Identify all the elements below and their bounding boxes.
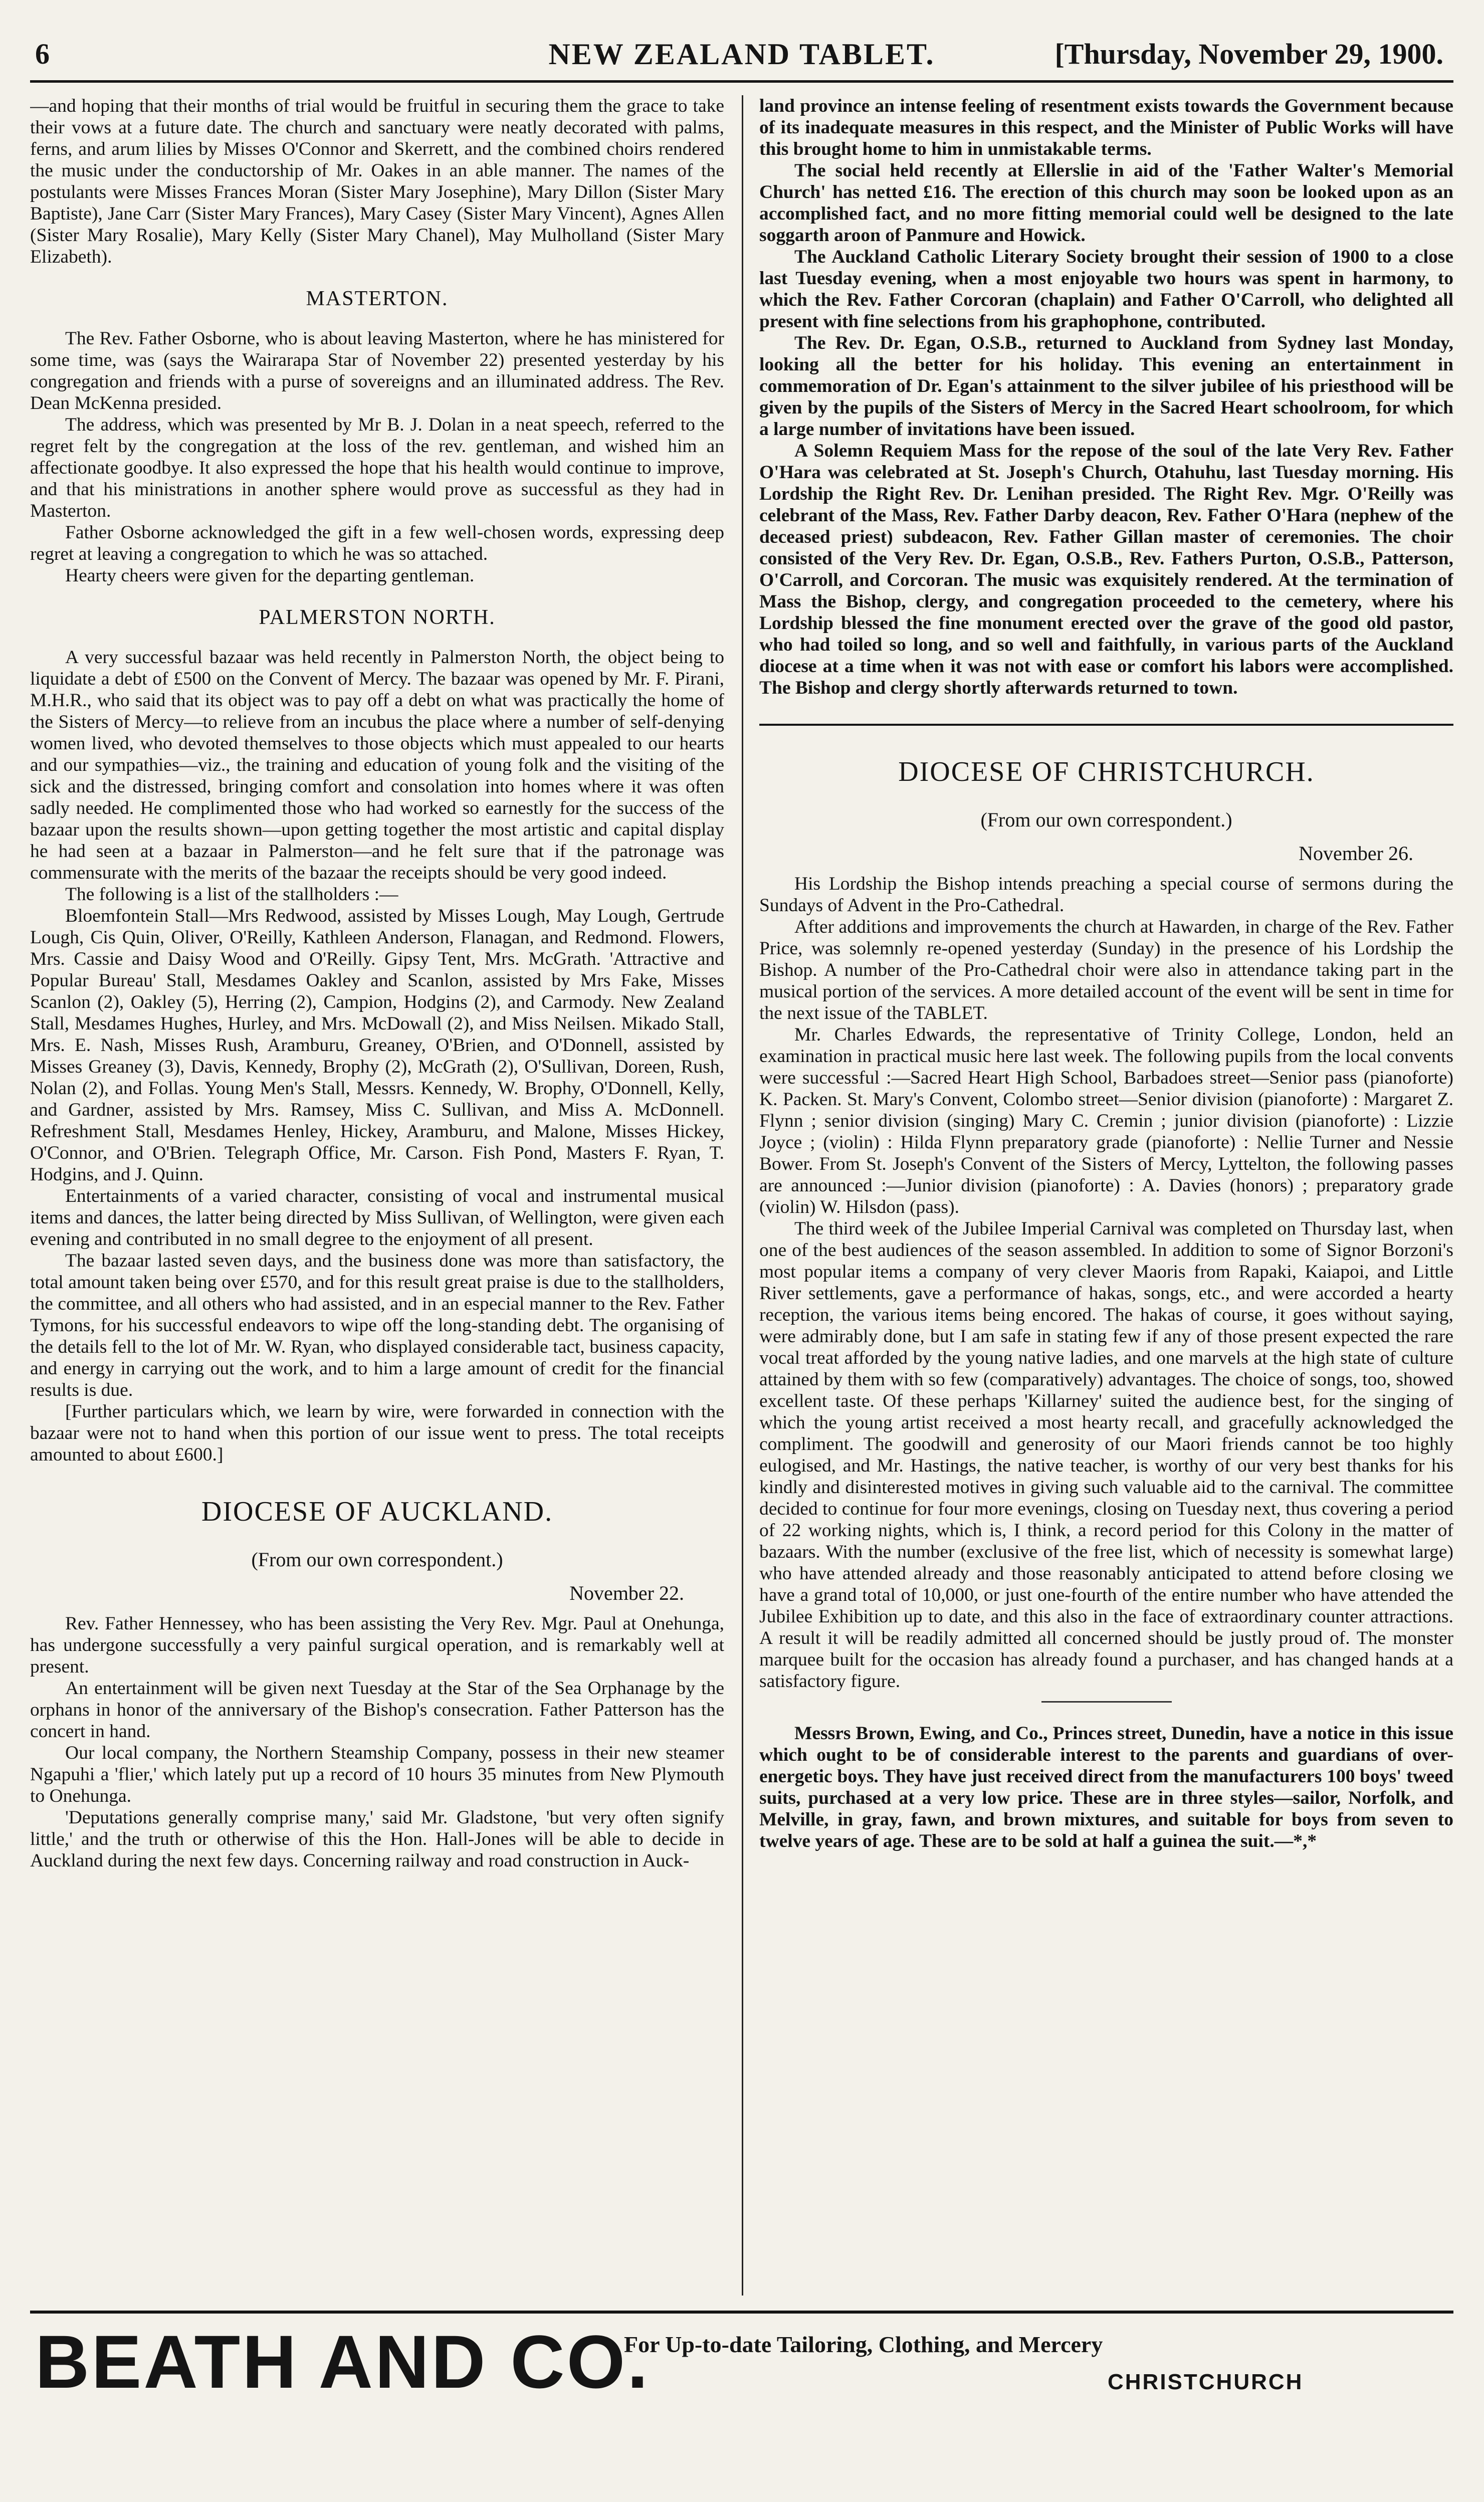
masterton-paragraph: Father Osborne acknowledged the gift in a few well-chosen words, expressing deep regret at leaving a congregation to which he was so attached. xyxy=(30,522,724,564)
palmerston-note: [Further particulars which, we learn by wire, were forwarded in connection with the bazaar were not to hand when this portion of our issue went to press. The total receipts amounted to about £600.] xyxy=(30,1401,724,1465)
newspaper-page xyxy=(30,30,1453,2486)
auckland-paragraph: An entertainment will be given next Tuesday at the Star of the Sea Orphanage by the orphans in honor of the anniversary of the Bishop's consecration. Father Patterson has the concert in hand. xyxy=(30,1678,724,1742)
christchurch-correspondent: (From our own correspondent.) xyxy=(980,808,1232,831)
palmerston-paragraph: Entertainments of a varied character, consisting of vocal and instrumental musical items and dances, the latter being directed by Miss Sullivan, of Wellington, were given each evening and contributed in no small degree to the enjoyment of all present. xyxy=(30,1186,724,1249)
auckland-correspondent: (From our own correspondent.) xyxy=(251,1548,503,1571)
palmerston-paragraph: A very successful bazaar was held recently in Palmerston North, the object being to liquidate a debt of £500 on the Convent of Mercy. The bazaar was opened by Mr. F. Pirani, M.H.R., who said that its object was to pay off a debt on what was practically the home of the Sisters of Mercy—to relieve from an incubus the place where a number of self-denying women lived, who devoted themselves to those objects which must appealed to our hearts and our sympathies—viz., the training and education of young folk and the visiting of the sick and the distressed, bringing comfort and consolation into homes where it was often sadly needed. He complimented those who had worked so earnestly for the success of the bazaar upon the results shown—upon getting together the most artistic and capital display he had seen at a bazaar in Palmerston—and he felt sure that if the patronage was commensurate with the merits of the bazaar the receipts should be very good indeed. xyxy=(30,647,724,883)
auckland-paragraph: Our local company, the Northern Steamship Company, possess in their new steamer Ngapuhi a 'flier,' which lately put up a record of 10 hours 35 minutes from New Plymouth to Onehunga. xyxy=(30,1743,724,1806)
page-header xyxy=(30,30,1453,83)
auckland-continued-paragraph: A Solemn Requiem Mass for the repose of the soul of the late Very Rev. Father O'Hara was celebrated at St. Joseph's Church, Otahuhu, last Tuesday morning. His Lordship the Right Rev. Dr. Lenihan presided. The Right Rev. Mgr. O'Reilly was celebrant of the Mass, Rev. Father Darby deacon, Rev. Father O'Hara (nephew of the deceased priest) subdeacon, Rev. Father Gillan master of ceremonies. The choir consisted of the Very Rev. Dr. Egan, O.S.B., Rev. Fathers Purton, O.S.B., Patterson, O'Carroll, and Corcoran. The music was exquisitely rendered. At the termination of Mass the Bishop, clergy, and congregation proceeded to the cemetery, where his Lordship blessed the fine monument erected over the grave of the good old pastor, who had toiled so long, and so well and faithfully, in various parts of the Auckland diocese at a time when it was not with ease or comfort his labors were accomplished. The Bishop and clergy shortly afterwards returned to town. xyxy=(759,441,1453,698)
brown-ewing-notice: Messrs Brown, Ewing, and Co., Princes street, Dunedin, have a notice in this issue which ought to be of considerable interest to the parents and guardians of over-energetic boys. They have just received direct from the manufacturers 100 boys' tweed suits, purchased at a very low price. These are in three styles—sailor, Norfolk, and Melville, in gray, fawn, and brown mixtures, and suitable for boys from seven to twelve years of age. These are to be sold at half a guinea the suit.—*,* xyxy=(759,1723,1453,1851)
christchurch-dateline: November 26. xyxy=(1299,842,1413,865)
masthead-title: NEW ZEALAND TABLET. xyxy=(548,38,935,71)
left-column xyxy=(30,95,724,2296)
footer-advertisement xyxy=(30,2311,1453,2464)
christchurch-paragraph: Mr. Charles Edwards, the representative of Trinity College, London, held an examination in practical music here last week. The following pupils from the local convents were successful :—Sacred Heart High School, Barbadoes street—Senior pass (pianoforte) K. Packen. St. Mary's Convent, Colombo street—Senior division (pianoforte) : Margaret Z. Flynn ; senior division (singing) Mary C. Cremin ; junior division (pianoforte) : Lizzie Joyce ; (violin) : Hilda Flynn preparatory grade (pianoforte) : Nellie Turner and Nessie Bower. From St. Joseph's Convent of the Sisters of Mercy, Lyttelton, the following passes are announced :—Junior division (pianoforte) : A. Davies (honors) ; preparatory grade (violin) W. Hilsdon (pass). xyxy=(759,1024,1453,1217)
page-number: 6 xyxy=(35,38,50,70)
auckland-paragraph: Rev. Father Hennessey, who has been assisting the Very Rev. Mgr. Paul at Onehunga, has undergone successfully a very painful surgical operation, and is remarkably well at present. xyxy=(30,1613,724,1677)
masterton-heading: MASTERTON. xyxy=(306,287,449,310)
advertiser-city: CHRISTCHURCH xyxy=(1108,2370,1304,2394)
auckland-continued-paragraph: The Rev. Dr. Egan, O.S.B., returned to Auckland from Sydney last Monday, looking all the better for his holiday. This evening an entertainment in commemoration of Dr. Egan's attainment to the silver jubilee of his priesthood will be given by the pupils of the Sisters of Mercy in the Sacred Heart schoolroom, for which a large number of invitations have been issued. xyxy=(759,333,1453,440)
palmerston-paragraph: The bazaar lasted seven days, and the business done was more than satisfactory, the total amount taken being over £570, and for this result great praise is due to the stallholders, the committee, and all others who had assisted, and in an especial manner to the Rev. Father Tymons, for his successful endeavors to wipe off the long-standing debt. The organising of the details fell to the lot of Mr. W. Ryan, who displayed considerable tact, business capacity, and energy in carrying out the work, and to him a large amount of credit for the financial results is due. xyxy=(30,1250,724,1400)
issue-date: [Thursday, November 29, 1900. xyxy=(1054,38,1443,70)
auckland-continued-paragraph: The Auckland Catholic Literary Society brought their session of 1900 to a close last Tuesday evening, when a most enjoyable two hours was spent in harmony, to which the Rev. Father Corcoran (chaplain) and Father O'Carroll, who delighted all present with fine selections from his graphophone, contributed. xyxy=(759,247,1453,332)
advertiser-tagline: For Up-to-date Tailoring, Clothing, and Mercery xyxy=(624,2332,1103,2357)
section-divider xyxy=(759,724,1453,726)
masterton-paragraph: The Rev. Father Osborne, who is about leaving Masterton, where he has ministered for some time, was (says the Wairarapa Star of November 22) presented yesterday by his congregation and friends with a purse of sovereigns and an illuminated address. The Rev. Dean McKenna presided. xyxy=(30,328,724,413)
intro-paragraph: —and hoping that their months of trial would be fruitful in securing them the grace to take their vows at a future date. The church and sanctuary were neatly decorated with palms, ferns, and arum lilies by Misses O'Connor and Skerrett, and the combined choirs rendered the music under the conductorship of Mr. Oakes in an able manner. The names of the postulants were Misses Frances Moran (Sister Mary Josephine), Mary Dillon (Sister Mary Baptiste), Jane Carr (Sister Mary Frances), Mary Casey (Sister Mary Vincent), Agnes Allen (Sister Mary Rosalie), Mary Kelly (Sister Mary Chanel), May Mulholland (Sister Mary Elizabeth). xyxy=(30,96,724,267)
stallholders-list: Bloemfontein Stall—Mrs Redwood, assisted by Misses Lough, May Lough, Gertrude Lough, Cis Quin, Oliver, O'Reilly, Kathleen Anderson, Flanagan, and Redmond. Flowers, Mrs. Cassie and Daisy Wood and O'Reilly. Gipsy Tent, Mrs. McGrath. 'Attractive and Popular Bureau' Stall, Mesdames Oakley and Scanlon, assisted by Mrs Fake, Misses Scanlon (2), Oakley (5), Herring (2), Campion, Hodgins (2), and Carmody. New Zealand Stall, Mesdames Hughes, Hurley, and Mrs. McDowall (2), and Miss Neilsen. Mikado Stall, Mrs. E. Nash, Misses Rush, Aramburu, Greaney, O'Brien, and O'Donnell, assisted by Misses Greaney (3), Davis, Kennedy, Brophy (2), McGrath (2), O'Sullivan, Doreen, Rush, Nolan (2), and Follas. Young Men's Stall, Messrs. Kennedy, W. Brophy, O'Donnell, Kelly, and Gardner, assisted by Mrs. Ramsey, Miss C. Sullivan, and Miss A. McDonnell. Refreshment Stall, Mesdames Henley, Hickey, Aramburu, and Malone, Misses Hickey, O'Connor, and O'Brien. Telegraph Office, Mr. Carson. Fish Pond, Masters F. Ryan, T. Hodgins, and J. Quinn. xyxy=(30,906,724,1185)
christchurch-paragraph: After additions and improvements the church at Hawarden, in charge of the Rev. Father Price, was solemnly re-opened yesterday (Sunday) in the presence of his Lordship the Bishop. A number of the Pro-Cathedral choir were also in attendance taking part in the musical portion of the services. A more detailed account of the event will be sent in time for the next issue of the TABLET. xyxy=(759,917,1453,1023)
auckland-continued-paragraph: land province an intense feeling of resentment exists towards the Government because of its inadequate measures in this respect, and the Minister of Public Works will have this brought home to him in unmistakable terms. xyxy=(759,96,1453,159)
auckland-heading: DIOCESE OF AUCKLAND. xyxy=(201,1496,553,1527)
advertiser-name: BEATH AND CO. xyxy=(35,2320,650,2404)
auckland-continued-paragraph: The social held recently at Ellerslie in aid of the 'Father Walter's Memorial Church' has netted £16. The erection of this church may soon be looked upon as an accomplished fact, and no more fitting memorial could well be designed to the late soggarth aroon of Panmure and Howick. xyxy=(759,160,1453,246)
christchurch-paragraph: The third week of the Jubilee Imperial Carnival was completed on Thursday last, when one of the best audiences of the season assembled. In addition to some of Signor Borzoni's most popular items a company of very clever Maoris from Rapaki, Kaiapoi, and Little River settlements, gave a performance of hakas, songs, etc., and were accorded a hearty reception, the various items being encored. The hakas of course, it goes without saying, were admirably done, but I am safe in stating few if any of those present expected the rare vocal treat afforded by the young native ladies, and one marvels at the high state of culture attained by them with so few (comparatively) advantages. The choice of songs, too, showed excellent taste. Of these perhaps 'Killarney' suited the audience best, for the singing of which the young artist received a most hearty recall, and gracefully acknowledged the compliment. The goodwill and generosity of our Maori friends cannot be too highly eulogised, and Mr. Hastings, the native teacher, is worthy of our very best thanks for his kindly and disinterested motives in giving such valuable aid to the carnival. The committee decided to continue for four more evenings, closing on Tuesday next, thus covering a period of 22 working nights, which is, I think, a record period for this Colony in the matter of bazaars. With the number (exclusive of the free list, which of necessity is somewhat large) who have attended already and those reasonably anticipated to attend before closing we have a grand total of 10,000, or just one-fourth of the entire number who have attended the Jubilee Exhibition up to date, and this also in the face of extraordinary counter attractions. A result it will be readily admitted all concerned should be justly proud of. The monster marquee built for the occasion has already found a purchaser, and has changed hands at a satisfactory figure. xyxy=(759,1218,1453,1692)
column-rule xyxy=(742,95,743,2296)
auckland-paragraph: 'Deputations generally comprise many,' said Mr. Gladstone, 'but very often signify little,' and the truth or otherwise of this the Hon. Hall-Jones will be able to decide in Auckland during the next few days. Concerning railway and road construction in Auck- xyxy=(30,1807,724,1871)
masterton-paragraph: The address, which was presented by Mr B. J. Dolan in a neat speech, referred to the regret felt by the congregation at the loss of the rev. gentleman, and wished him an affectionate goodbye. It also expressed the hope that his health would continue to improve, and that his ministrations in another sphere would prove as successful as they had in Masterton. xyxy=(30,414,724,521)
palmerston-paragraph: The following is a list of the stallholders :— xyxy=(65,884,398,905)
right-column xyxy=(759,95,1453,2296)
palmerston-heading: PALMERSTON NORTH. xyxy=(259,606,496,629)
christchurch-heading: DIOCESE OF CHRISTCHURCH. xyxy=(898,756,1315,787)
masterton-paragraph: Hearty cheers were given for the departing gentleman. xyxy=(65,565,475,586)
auckland-dateline: November 22. xyxy=(569,1582,684,1604)
christchurch-paragraph: His Lordship the Bishop intends preaching a special course of sermons during the Sundays of Advent in the Pro-Cathedral. xyxy=(759,874,1453,916)
